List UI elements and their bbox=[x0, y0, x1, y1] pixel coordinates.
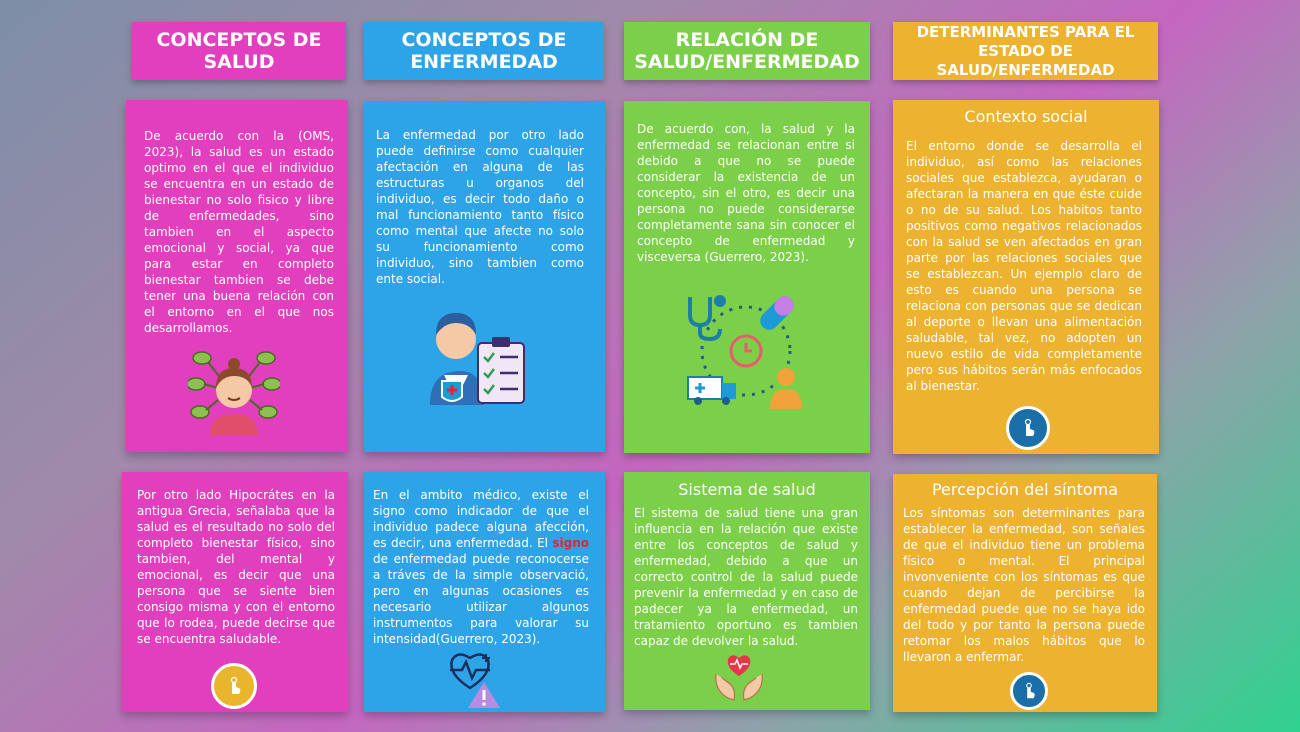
header-line: SALUD/ENFERMEDAD bbox=[634, 51, 860, 73]
header-relacion bbox=[624, 22, 870, 80]
header-determinantes bbox=[893, 22, 1158, 80]
header-line: CONCEPTOS DE bbox=[401, 29, 567, 51]
card-salud-definicion bbox=[126, 100, 348, 452]
health-cycle-icon bbox=[684, 289, 808, 413]
tap-button[interactable] bbox=[1006, 406, 1050, 450]
card-text: El sistema de salud tiene una gran influencia en la relación que existe entre los conceptos de salud y enfermedad, debido a que un correcto control de la salud puede prevenir la enfermedad y en caso de padecer ya la enfermedad, un tratamiento oportuno es tambien capaz de devolver la salud. bbox=[634, 506, 858, 648]
text-part: En el ambito médico, existe el signo como indicador de que el individuo padece alguna afección, es decir, una enfermedad. El bbox=[373, 488, 589, 550]
doctor-clipboard-icon bbox=[424, 301, 528, 405]
header-line: SALUD bbox=[203, 51, 275, 73]
card-relacion-definicion bbox=[624, 101, 870, 453]
card-enfermedad-signo bbox=[364, 472, 605, 712]
woman-leaves-icon bbox=[188, 344, 280, 436]
card-text: De acuerdo con la (OMS, 2023), la salud es un estado optimo en el que el individuo se encuentra en un estado de bienestar no solo fisico y libre de enfermedades, sino tambien en el aspecto emocional y social, ya que para estar en completo bienestar tambien se debe tener una buena relación con el entorno en el que nos desarrollamos. bbox=[144, 129, 334, 335]
card-text: Por otro lado Hipocrátes en la antigua Grecia, señalaba que la salud es el resultado no solo del completo bienestar físico, sino tambien, del mental y emocional, es decir que una persona que se siente bien consigo misma y con el entorno que lo rodea, puede decirse que se encuentra saludable. bbox=[137, 488, 335, 646]
header-conceptos-enfermedad bbox=[364, 22, 604, 80]
text-part: de enfermedad puede reconocerse a tráves de la simple observació, pero en algunas ocasiones es necesario utilizar algunos instrumentos para valorar su intensidad(Guerrero, 2023). bbox=[373, 552, 589, 646]
header-line: ESTADO DE bbox=[978, 41, 1073, 60]
hands-heart-icon bbox=[712, 650, 766, 704]
card-contexto-social bbox=[893, 100, 1159, 454]
card-text: La enfermedad por otro lado puede definirse como cualquier afectación en alguna de las estructuras u organos del individuo, es decir todo daño o mal funcionamiento tanto físico como mental que afecte no solo su funcionamiento como individuo, sino tambien como ente social. bbox=[376, 128, 584, 286]
tap-hand-icon bbox=[1018, 418, 1038, 438]
card-text bbox=[373, 487, 589, 647]
card-text: Los síntomas son determinantes para establecer la enfermedad, son señales de que el individuo tiene un problema físico o mental. El principal invonveniente con los síntomas es que cuando dejan de percibirse la enfermedad puede que no se haya ido del todo y por tanto la persona puede retomar los malos hábitos que lo llevaron a enfermar. bbox=[903, 506, 1145, 664]
heart-warning-icon bbox=[446, 648, 506, 708]
header-line: ENFERMEDAD bbox=[410, 51, 558, 73]
header-line: CONCEPTOS DE bbox=[156, 29, 322, 51]
card-title: Contexto social bbox=[964, 107, 1088, 126]
tap-button[interactable] bbox=[211, 663, 257, 709]
header-line: RELACIÓN DE bbox=[675, 29, 819, 51]
header-line: SALUD/ENFERMEDAD bbox=[936, 60, 1115, 79]
tap-hand-icon bbox=[224, 676, 244, 696]
card-enfermedad-definicion bbox=[364, 101, 605, 452]
header-line: DETERMINANTES PARA EL bbox=[916, 22, 1135, 41]
card-title: Percepción del síntoma bbox=[931, 480, 1119, 499]
card-salud-hipocrates bbox=[122, 472, 348, 712]
card-percepcion-sintoma bbox=[893, 474, 1157, 712]
signo-highlight: signo bbox=[552, 536, 589, 550]
tap-button[interactable] bbox=[1010, 672, 1048, 710]
tap-hand-icon bbox=[1020, 682, 1038, 700]
card-sistema-salud bbox=[624, 472, 870, 710]
card-text: El entorno donde se desarrolla el individuo, así como las relaciones sociales que establezca, ayudaran o afectaran la manera en que éste cuide o no de su salud. Los habitos tanto positivos como negativos relacionados con la salud se ven afectados en gran parte por las relaciones sociales que se establezcan. Un ejemplo claro de esto es cuando una persona se relaciona con personas que se dedican al deporte o llevan una alimentación saludable, tal vez, no adopten un nuevo estilo de vida completamente pero sus hábitos serán más enfocados al bienestar. bbox=[906, 139, 1142, 393]
header-conceptos-salud bbox=[132, 22, 346, 80]
card-title: Sistema de salud bbox=[678, 480, 816, 499]
card-text: De acuerdo con, la salud y la enfermedad se relacionan entre si debido a que no se puede considerar la existencia de un concepto, sin el otro, es decir una persona no puede considerarse completamente sana sin conocer el concepto de enfermedad y visceversa (Guerrero, 2023). bbox=[637, 122, 855, 264]
